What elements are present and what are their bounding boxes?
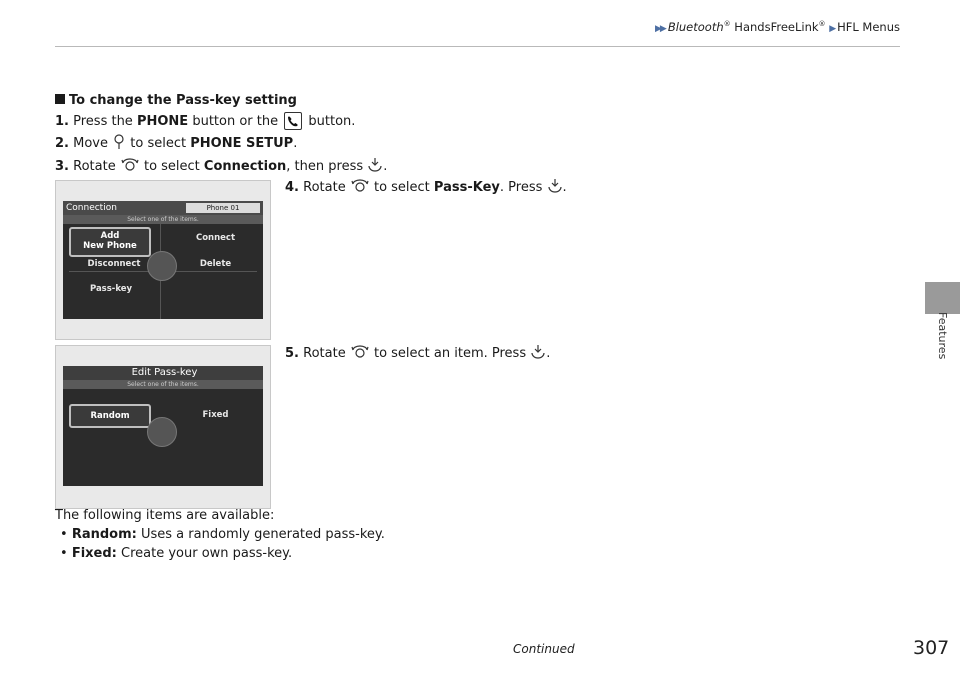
section-tab-marker (925, 282, 960, 314)
random-button[interactable]: Random (69, 404, 151, 428)
disconnect-button[interactable]: Disconnect (87, 259, 141, 269)
breadcrumb (655, 20, 900, 34)
rotate-knob-icon (351, 343, 369, 364)
pass-key-button[interactable]: Pass-key (89, 284, 133, 294)
press-knob-icon (531, 344, 545, 364)
section-heading (55, 93, 297, 110)
add-new-phone-button[interactable]: Add New Phone (69, 227, 151, 257)
header-rule (55, 46, 900, 47)
joystick-move-icon (113, 134, 125, 156)
connection-screen-image (55, 180, 271, 340)
edit-pass-key-screen (63, 366, 263, 486)
connect-button[interactable]: Connect (195, 233, 236, 243)
breadcrumb-arrow-icon: ▶▶ (654, 24, 665, 34)
screen-title: Edit Pass-key (63, 366, 263, 380)
phone-tag: Phone 01 (186, 203, 260, 213)
press-knob-icon (368, 157, 382, 179)
step-3: 3. Rotate to select Connection, then press . (55, 156, 387, 179)
breadcrumb-arrow-icon: ▶ (829, 24, 835, 34)
fixed-button[interactable]: Fixed (202, 410, 229, 420)
item-fixed: • Fixed: Create your own pass-key. (60, 546, 293, 561)
screen-subtitle: Select one of the items. (63, 215, 263, 224)
screen-subtitle: Select one of the items. (63, 380, 263, 389)
selector-knob-icon (147, 251, 177, 281)
step-2: 2. Move to select PHONE SETUP. (55, 134, 297, 156)
breadcrumb-bluetooth: Bluetooth (667, 20, 724, 34)
step-5: 5. Rotate to select an item. Press . (285, 343, 550, 364)
screen-title: Connection (63, 201, 263, 215)
continued-label: Continued (513, 642, 575, 656)
edit-pass-key-screen-image (55, 345, 271, 509)
step-4: 4. Rotate to select Pass-Key. Press . (285, 177, 567, 198)
section-heading-text: To change the Pass-key setting (69, 93, 297, 108)
section-tab-label: Features (936, 312, 949, 360)
rotate-knob-icon (351, 177, 369, 198)
connection-screen (63, 201, 263, 319)
page-number: 307 (913, 637, 950, 659)
step-1: 1. Press the PHONE button or the button. (55, 114, 356, 129)
rotate-knob-icon (121, 156, 139, 179)
items-intro: The following items are available: (55, 508, 275, 523)
square-bullet-icon (55, 94, 65, 104)
breadcrumb-hfl-menus: HFL Menus (837, 20, 900, 34)
registered-mark: ® (723, 20, 731, 29)
delete-button[interactable]: Delete (199, 259, 232, 269)
item-random: • Random: Uses a randomly generated pass-key. (60, 527, 385, 542)
phone-button-icon (284, 112, 302, 130)
registered-mark: ® (818, 20, 826, 29)
breadcrumb-handsfreelink: HandsFreeLink (734, 20, 819, 34)
press-knob-icon (548, 178, 562, 198)
selector-knob-icon (147, 417, 177, 447)
